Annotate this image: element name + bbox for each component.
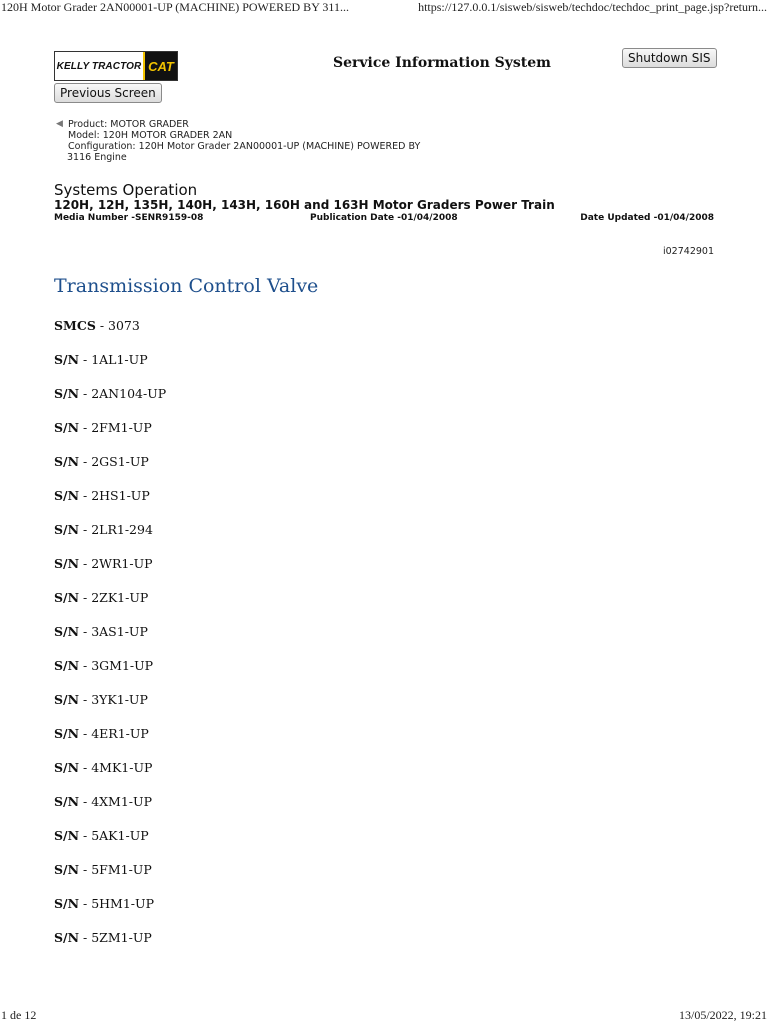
serial-label: S/N [54, 386, 80, 401]
serial-value: - 2ZK1-UP [79, 590, 149, 605]
serial-value: - 4MK1-UP [79, 760, 153, 775]
print-datetime: 13/05/2022, 19:21 [678, 1008, 767, 1022]
print-footer [0, 1006, 768, 1024]
section-title: Transmission Control Valve [54, 275, 319, 297]
breadcrumb-model: Model: 120H MOTOR GRADER 2AN [68, 130, 233, 141]
media-number: Media Number -SENR9159-08 [54, 213, 204, 223]
serial-row [54, 658, 166, 692]
serial-row [54, 760, 166, 794]
serial-row [54, 420, 166, 454]
serial-value: - 5FM1-UP [79, 862, 152, 877]
serial-value: - 4ER1-UP [79, 726, 149, 741]
serial-value: - 2FM1-UP [79, 420, 152, 435]
serial-label: S/N [54, 862, 80, 877]
document-id: i02742901 [663, 246, 714, 257]
serial-value: - 4XM1-UP [79, 794, 152, 809]
document-title: 120H, 12H, 135H, 140H, 143H, 160H and 163H Motor Graders Power Train [54, 198, 555, 212]
breadcrumb [56, 119, 420, 163]
serial-value: - 3YK1-UP [79, 692, 148, 707]
serial-label: S/N [54, 590, 80, 605]
serial-label: S/N [54, 794, 80, 809]
serial-value: - 3GM1-UP [79, 658, 154, 673]
serial-label: S/N [54, 760, 80, 775]
page-number: 1 de 12 [1, 1008, 37, 1022]
print-header-title: 120H Motor Grader 2AN00001-UP (MACHINE) POWERED BY 311... [1, 0, 349, 14]
serial-label: S/N [54, 488, 80, 503]
serial-row [54, 352, 166, 386]
serial-value: - 2AN104-UP [79, 386, 167, 401]
date-updated: Date Updated -01/04/2008 [580, 213, 714, 223]
serial-row [54, 386, 166, 420]
serial-row [54, 318, 166, 352]
serial-row [54, 726, 166, 760]
serial-row [54, 828, 166, 862]
serial-value: - 3AS1-UP [79, 624, 148, 639]
serial-label: S/N [54, 726, 80, 741]
serial-label: S/N [54, 454, 80, 469]
publication-date: Publication Date -01/04/2008 [310, 213, 458, 223]
serial-value: - 2HS1-UP [79, 488, 150, 503]
breadcrumb-product: Product: MOTOR GRADER [68, 119, 189, 130]
serial-label: S/N [54, 692, 80, 707]
serial-label: S/N [54, 420, 80, 435]
serial-value: - 5AK1-UP [79, 828, 149, 843]
cat-logo: CAT [143, 52, 177, 80]
document-meta [54, 213, 714, 225]
serial-row [54, 488, 166, 522]
serial-row [54, 692, 166, 726]
serial-row [54, 794, 166, 828]
serial-value: - 5ZM1-UP [79, 930, 152, 945]
serial-number-list [54, 318, 166, 964]
serial-row [54, 556, 166, 590]
print-header [0, 0, 768, 16]
serial-value: - 1AL1-UP [79, 352, 148, 367]
serial-row [54, 590, 166, 624]
serial-row [54, 896, 166, 930]
serial-value: - 5HM1-UP [79, 896, 154, 911]
serial-row [54, 522, 166, 556]
serial-row [54, 862, 166, 896]
serial-row [54, 930, 166, 964]
serial-row [54, 454, 166, 488]
serial-label: S/N [54, 522, 80, 537]
dealer-logo-text: KELLY TRACTOR [56, 60, 142, 72]
shutdown-sis-button[interactable]: Shutdown SIS [622, 48, 717, 68]
serial-label: S/N [54, 896, 80, 911]
serial-label: S/N [54, 930, 80, 945]
previous-screen-button[interactable]: Previous Screen [54, 83, 162, 103]
serial-value: - 2WR1-UP [79, 556, 153, 571]
breadcrumb-configuration-cont: 3116 Engine [67, 152, 127, 163]
serial-label: S/N [54, 658, 80, 673]
serial-label: S/N [54, 624, 80, 639]
dealer-logo [54, 51, 178, 81]
print-header-url: https://127.0.0.1/sisweb/sisweb/techdoc/techdoc_print_page.jsp?return... [418, 0, 767, 14]
serial-label: S/N [54, 352, 80, 367]
breadcrumb-configuration: Configuration: 120H Motor Grader 2AN00001-UP (MACHINE) POWERED BY [68, 141, 421, 152]
serial-row [54, 624, 166, 658]
serial-label: S/N [54, 556, 80, 571]
serial-label: S/N [54, 828, 80, 843]
serial-value: - 3073 [95, 318, 140, 333]
back-arrow-icon[interactable]: ◀ [56, 119, 63, 129]
document-category: Systems Operation [54, 181, 198, 199]
serial-value: - 2GS1-UP [79, 454, 149, 469]
serial-value: - 2LR1-294 [79, 522, 153, 537]
page-title: Service Information System [333, 55, 551, 71]
serial-label: SMCS [54, 318, 96, 333]
